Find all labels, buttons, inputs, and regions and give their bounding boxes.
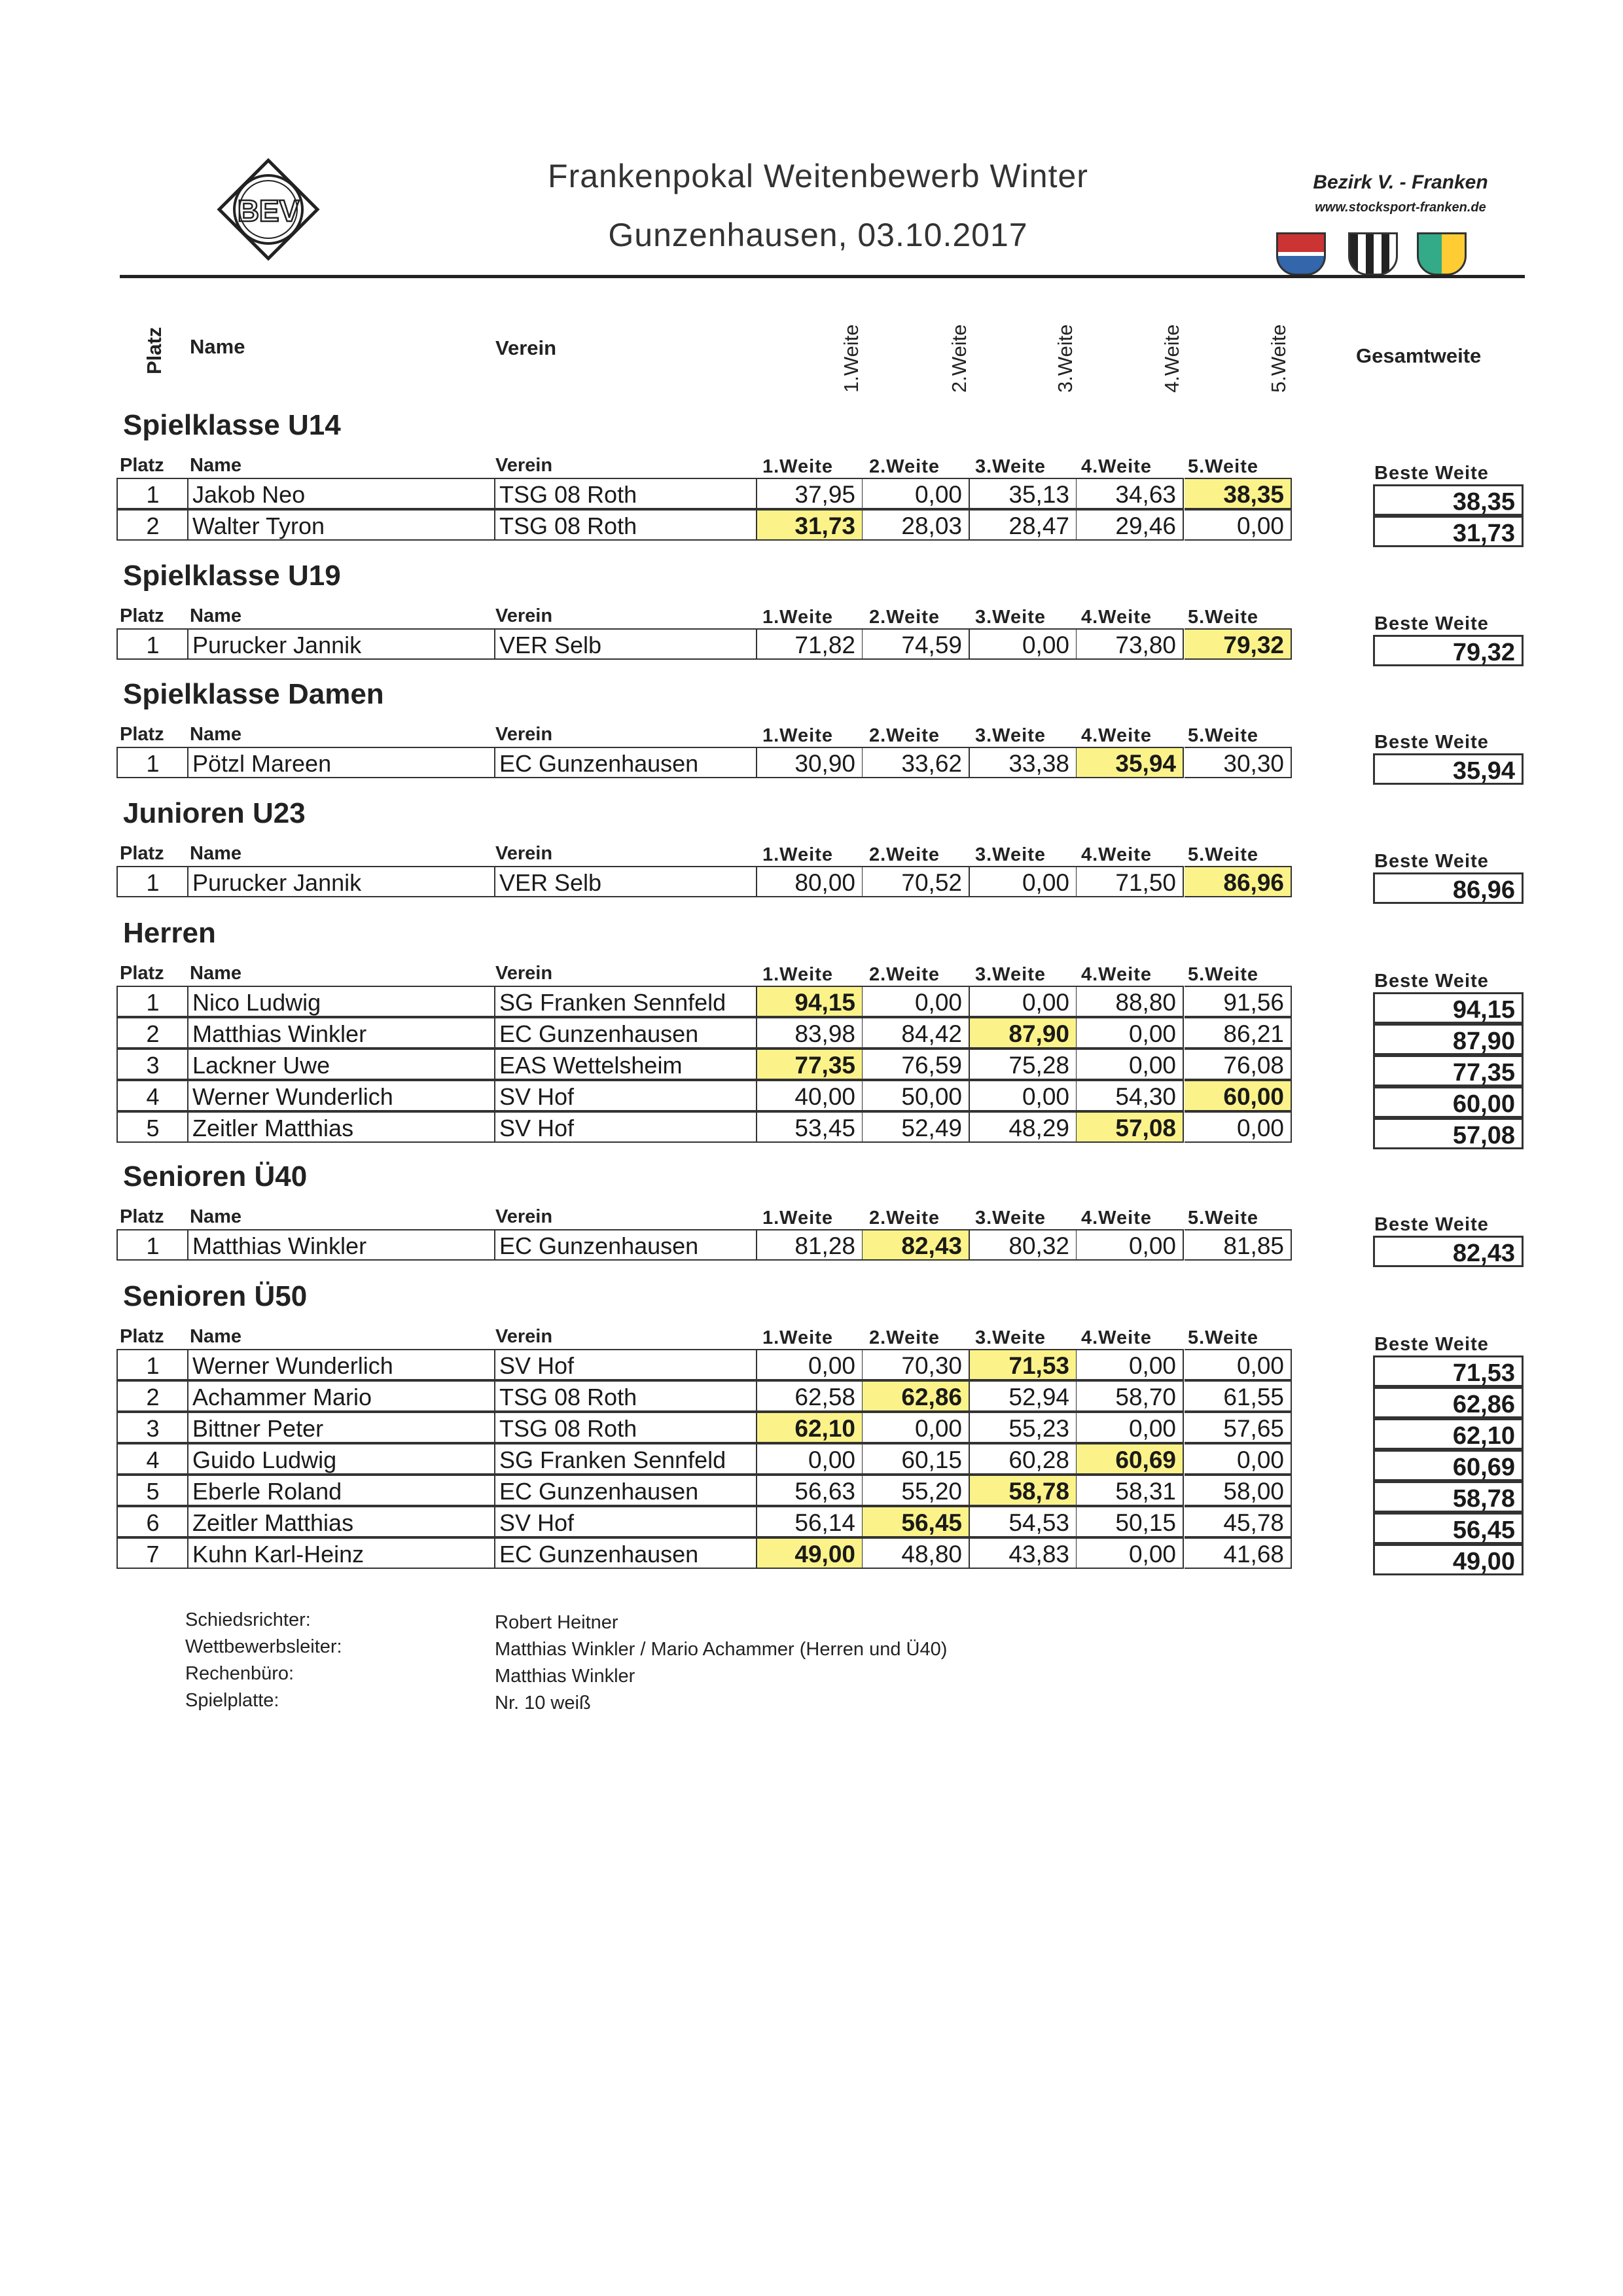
row-weite-2: 0,00 — [863, 1412, 970, 1443]
footer-value: Robert Heitner — [495, 1612, 618, 1633]
header-weite-3: 3.Weite — [975, 844, 1046, 865]
row-verein: TSG 08 Roth — [494, 1380, 762, 1412]
row-weite-1: 53,45 — [756, 1111, 863, 1143]
row-verein: SG Franken Sennfeld — [494, 1443, 762, 1475]
row-weite-3: 0,00 — [970, 628, 1077, 660]
row-platz: 6 — [116, 1506, 188, 1537]
row-weite-4: 34,63 — [1077, 478, 1184, 509]
row-verein: VER Selb — [494, 628, 762, 660]
row-name: Purucker Jannik — [187, 866, 495, 897]
page-subtitle: Gunzenhausen, 03.10.2017 — [608, 217, 1028, 253]
row-beste-weite: 35,94 — [1373, 753, 1524, 785]
row-weite-2: 52,49 — [863, 1111, 970, 1143]
header-verein: Verein — [495, 724, 553, 745]
section-title: Senioren Ü50 — [123, 1280, 308, 1312]
row-platz: 7 — [116, 1537, 188, 1569]
header-weite-4: 4.Weite — [1081, 456, 1152, 477]
row-weite-2: 74,59 — [863, 628, 970, 660]
row-platz: 5 — [116, 1111, 188, 1143]
row-platz: 3 — [116, 1412, 188, 1443]
row-name: Nico Ludwig — [187, 986, 495, 1017]
row-beste-weite: 31,73 — [1373, 516, 1524, 547]
row-weite-5: 60,00 — [1185, 1080, 1292, 1111]
row-weite-5: 41,68 — [1185, 1537, 1292, 1569]
row-weite-1: 31,73 — [756, 509, 863, 541]
logo-text: BEV — [237, 194, 300, 228]
row-name: Purucker Jannik — [187, 628, 495, 660]
row-weite-1: 94,15 — [756, 986, 863, 1017]
footer-value: Matthias Winkler — [495, 1666, 635, 1687]
row-weite-1: 83,98 — [756, 1017, 863, 1049]
header-beste-weite: Beste Weite — [1374, 613, 1489, 634]
row-weite-2: 28,03 — [863, 509, 970, 541]
row-name: Bittner Peter — [187, 1412, 495, 1443]
row-verein: EC Gunzenhausen — [494, 1229, 762, 1261]
row-weite-3: 28,47 — [970, 509, 1077, 541]
row-weite-4: 60,69 — [1077, 1443, 1184, 1475]
header-verein: Verein — [495, 455, 553, 476]
row-platz: 1 — [116, 866, 188, 897]
row-weite-4: 54,30 — [1077, 1080, 1184, 1111]
header-weite-2: 2.Weite — [869, 607, 940, 628]
header-divider — [120, 275, 1525, 278]
row-weite-3: 71,53 — [970, 1349, 1077, 1380]
row-weite-1: 37,95 — [756, 478, 863, 509]
header-name: Name — [190, 605, 241, 626]
row-weite-5: 81,85 — [1185, 1229, 1292, 1261]
row-weite-5: 91,56 — [1185, 986, 1292, 1017]
row-beste-weite: 87,90 — [1373, 1024, 1524, 1055]
bezirk-name: Bezirk V. - Franken — [1313, 171, 1488, 193]
header-name: Name — [190, 1326, 241, 1347]
bev-logo — [216, 157, 321, 262]
header-verein: Verein — [495, 1326, 553, 1347]
row-weite-1: 40,00 — [756, 1080, 863, 1111]
header-beste-weite: Beste Weite — [1374, 732, 1489, 753]
row-weite-2: 0,00 — [863, 986, 970, 1017]
header-weite-4: 4.Weite — [1081, 725, 1152, 746]
row-verein: TSG 08 Roth — [494, 1412, 762, 1443]
crest-icon — [1276, 232, 1326, 276]
row-name: Walter Tyron — [187, 509, 495, 541]
row-platz: 1 — [116, 1229, 188, 1261]
row-weite-4: 0,00 — [1077, 1017, 1184, 1049]
row-platz: 1 — [116, 478, 188, 509]
row-verein: TSG 08 Roth — [494, 478, 762, 509]
header-weite-1: 1.Weite — [762, 456, 834, 477]
row-weite-4: 0,00 — [1077, 1049, 1184, 1080]
row-weite-2: 76,59 — [863, 1049, 970, 1080]
row-weite-4: 0,00 — [1077, 1229, 1184, 1261]
row-verein: EC Gunzenhausen — [494, 1537, 762, 1569]
header-weite-5: 5.Weite — [1188, 844, 1259, 865]
footer-value: Matthias Winkler / Mario Achammer (Herren und Ü40) — [495, 1639, 948, 1660]
header-weite-3: 3.Weite — [975, 725, 1046, 746]
row-beste-weite: 79,32 — [1373, 635, 1524, 666]
header-name: Name — [190, 963, 241, 984]
row-weite-2: 33,62 — [863, 747, 970, 778]
header-weite-2: 2.Weite — [869, 964, 940, 985]
row-weite-5: 57,65 — [1185, 1412, 1292, 1443]
header-name: Name — [190, 724, 241, 745]
row-weite-4: 29,46 — [1077, 509, 1184, 541]
row-weite-5: 58,00 — [1185, 1475, 1292, 1506]
header-weite-4: 4.Weite — [1081, 1327, 1152, 1348]
header-platz: Platz — [120, 455, 164, 476]
row-beste-weite: 94,15 — [1373, 992, 1524, 1024]
row-weite-4: 58,70 — [1077, 1380, 1184, 1412]
row-weite-4: 0,00 — [1077, 1349, 1184, 1380]
row-verein: EC Gunzenhausen — [494, 1017, 762, 1049]
header-beste-weite: Beste Weite — [1374, 1334, 1489, 1355]
col-weite-2: 2.Weite — [948, 324, 971, 393]
row-weite-3: 58,78 — [970, 1475, 1077, 1506]
row-name: Guido Ludwig — [187, 1443, 495, 1475]
header-weite-4: 4.Weite — [1081, 607, 1152, 628]
row-weite-5: 79,32 — [1185, 628, 1292, 660]
row-platz: 4 — [116, 1080, 188, 1111]
row-verein: EC Gunzenhausen — [494, 747, 762, 778]
header-name: Name — [190, 843, 241, 864]
row-name: Lackner Uwe — [187, 1049, 495, 1080]
row-weite-2: 82,43 — [863, 1229, 970, 1261]
col-weite-3: 3.Weite — [1054, 324, 1077, 393]
row-weite-4: 35,94 — [1077, 747, 1184, 778]
row-weite-3: 33,38 — [970, 747, 1077, 778]
header-weite-4: 4.Weite — [1081, 1208, 1152, 1229]
header-weite-5: 5.Weite — [1188, 456, 1259, 477]
header-weite-5: 5.Weite — [1188, 607, 1259, 628]
row-weite-2: 60,15 — [863, 1443, 970, 1475]
row-name: Jakob Neo — [187, 478, 495, 509]
row-beste-weite: 60,00 — [1373, 1086, 1524, 1118]
col-platz: Platz — [143, 327, 166, 374]
section-title: Spielklasse U14 — [123, 409, 341, 441]
col-weite-1: 1.Weite — [840, 324, 863, 393]
row-weite-3: 87,90 — [970, 1017, 1077, 1049]
footer-label: Schiedsrichter: — [185, 1609, 311, 1630]
crest-icon — [1417, 232, 1467, 276]
row-weite-2: 50,00 — [863, 1080, 970, 1111]
row-beste-weite: 77,35 — [1373, 1055, 1524, 1086]
row-name: Eberle Roland — [187, 1475, 495, 1506]
row-weite-2: 0,00 — [863, 478, 970, 509]
row-weite-1: 77,35 — [756, 1049, 863, 1080]
header-platz: Platz — [120, 1206, 164, 1227]
footer-label: Rechenbüro: — [185, 1663, 294, 1684]
crest-icon — [1348, 232, 1398, 276]
row-name: Pötzl Mareen — [187, 747, 495, 778]
row-beste-weite: 71,53 — [1373, 1355, 1524, 1387]
row-weite-5: 38,35 — [1185, 478, 1292, 509]
col-verein: Verein — [495, 336, 557, 359]
header-beste-weite: Beste Weite — [1374, 851, 1489, 872]
row-weite-5: 0,00 — [1185, 509, 1292, 541]
header-weite-3: 3.Weite — [975, 607, 1046, 628]
header-weite-5: 5.Weite — [1188, 725, 1259, 746]
row-weite-2: 55,20 — [863, 1475, 970, 1506]
row-name: Matthias Winkler — [187, 1229, 495, 1261]
header-weite-2: 2.Weite — [869, 725, 940, 746]
header-weite-1: 1.Weite — [762, 964, 834, 985]
footer-label: Spielplatte: — [185, 1690, 279, 1711]
row-name: Werner Wunderlich — [187, 1080, 495, 1111]
row-weite-2: 62,86 — [863, 1380, 970, 1412]
row-weite-1: 81,28 — [756, 1229, 863, 1261]
row-name: Werner Wunderlich — [187, 1349, 495, 1380]
header-weite-4: 4.Weite — [1081, 844, 1152, 865]
header-weite-2: 2.Weite — [869, 1327, 940, 1348]
row-beste-weite: 62,10 — [1373, 1418, 1524, 1450]
row-verein: TSG 08 Roth — [494, 509, 762, 541]
header-verein: Verein — [495, 843, 553, 864]
row-weite-3: 60,28 — [970, 1443, 1077, 1475]
header-weite-2: 2.Weite — [869, 1208, 940, 1229]
row-weite-1: 56,63 — [756, 1475, 863, 1506]
header-name: Name — [190, 455, 241, 476]
row-platz: 1 — [116, 747, 188, 778]
header-weite-4: 4.Weite — [1081, 964, 1152, 985]
col-weite-4: 4.Weite — [1160, 324, 1183, 393]
header-weite-1: 1.Weite — [762, 1327, 834, 1348]
header-weite-1: 1.Weite — [762, 844, 834, 865]
row-weite-1: 62,10 — [756, 1412, 863, 1443]
header-name: Name — [190, 1206, 241, 1227]
row-verein: VER Selb — [494, 866, 762, 897]
row-platz: 1 — [116, 628, 188, 660]
row-beste-weite: 57,08 — [1373, 1118, 1524, 1149]
row-weite-4: 58,31 — [1077, 1475, 1184, 1506]
header-verein: Verein — [495, 963, 553, 984]
row-beste-weite: 62,86 — [1373, 1387, 1524, 1418]
row-weite-4: 88,80 — [1077, 986, 1184, 1017]
row-weite-5: 86,96 — [1185, 866, 1292, 897]
header-platz: Platz — [120, 1326, 164, 1347]
row-weite-5: 30,30 — [1185, 747, 1292, 778]
row-name: Kuhn Karl-Heinz — [187, 1537, 495, 1569]
page-title: Frankenpokal Weitenbewerb Winter — [548, 158, 1088, 194]
header-platz: Platz — [120, 843, 164, 864]
footer-value: Nr. 10 weiß — [495, 1693, 591, 1713]
row-weite-3: 80,32 — [970, 1229, 1077, 1261]
row-platz: 1 — [116, 1349, 188, 1380]
row-platz: 1 — [116, 986, 188, 1017]
section-title: Spielklasse U19 — [123, 560, 341, 592]
header-weite-5: 5.Weite — [1188, 1208, 1259, 1229]
header-weite-1: 1.Weite — [762, 607, 834, 628]
row-platz: 5 — [116, 1475, 188, 1506]
row-weite-1: 62,58 — [756, 1380, 863, 1412]
row-weite-3: 0,00 — [970, 986, 1077, 1017]
row-platz: 2 — [116, 1380, 188, 1412]
row-platz: 4 — [116, 1443, 188, 1475]
header-weite-2: 2.Weite — [869, 456, 940, 477]
row-weite-2: 70,52 — [863, 866, 970, 897]
row-weite-5: 86,21 — [1185, 1017, 1292, 1049]
section-title: Spielklasse Damen — [123, 678, 384, 710]
section-title: Herren — [123, 917, 216, 949]
row-weite-2: 84,42 — [863, 1017, 970, 1049]
row-weite-4: 71,50 — [1077, 866, 1184, 897]
header-weite-5: 5.Weite — [1188, 1327, 1259, 1348]
row-weite-5: 61,55 — [1185, 1380, 1292, 1412]
row-weite-4: 50,15 — [1077, 1506, 1184, 1537]
row-platz: 2 — [116, 1017, 188, 1049]
row-verein: SV Hof — [494, 1506, 762, 1537]
bezirk-url: www.stocksport-franken.de — [1315, 200, 1486, 215]
row-beste-weite: 38,35 — [1373, 484, 1524, 516]
row-weite-5: 76,08 — [1185, 1049, 1292, 1080]
row-weite-5: 45,78 — [1185, 1506, 1292, 1537]
row-name: Matthias Winkler — [187, 1017, 495, 1049]
row-weite-1: 0,00 — [756, 1349, 863, 1380]
header-weite-5: 5.Weite — [1188, 964, 1259, 985]
header-beste-weite: Beste Weite — [1374, 971, 1489, 992]
row-weite-5: 0,00 — [1185, 1111, 1292, 1143]
header-beste-weite: Beste Weite — [1374, 1214, 1489, 1235]
row-weite-3: 48,29 — [970, 1111, 1077, 1143]
row-weite-1: 80,00 — [756, 866, 863, 897]
row-weite-2: 48,80 — [863, 1537, 970, 1569]
header-beste-weite: Beste Weite — [1374, 463, 1489, 484]
col-weite-5: 5.Weite — [1267, 324, 1290, 393]
row-beste-weite: 58,78 — [1373, 1481, 1524, 1513]
row-weite-3: 0,00 — [970, 866, 1077, 897]
row-weite-4: 73,80 — [1077, 628, 1184, 660]
row-weite-4: 0,00 — [1077, 1537, 1184, 1569]
row-verein: SV Hof — [494, 1080, 762, 1111]
row-weite-1: 30,90 — [756, 747, 863, 778]
row-verein: SG Franken Sennfeld — [494, 986, 762, 1017]
header-weite-1: 1.Weite — [762, 725, 834, 746]
row-verein: SV Hof — [494, 1349, 762, 1380]
row-weite-4: 0,00 — [1077, 1412, 1184, 1443]
row-weite-1: 49,00 — [756, 1537, 863, 1569]
row-weite-5: 0,00 — [1185, 1443, 1292, 1475]
header-verein: Verein — [495, 605, 553, 626]
header-platz: Platz — [120, 605, 164, 626]
row-weite-1: 0,00 — [756, 1443, 863, 1475]
row-name: Achammer Mario — [187, 1380, 495, 1412]
row-verein: EC Gunzenhausen — [494, 1475, 762, 1506]
row-weite-3: 55,23 — [970, 1412, 1077, 1443]
header-platz: Platz — [120, 963, 164, 984]
row-weite-3: 52,94 — [970, 1380, 1077, 1412]
header-verein: Verein — [495, 1206, 553, 1227]
section-title: Junioren U23 — [123, 797, 306, 829]
row-weite-3: 0,00 — [970, 1080, 1077, 1111]
row-platz: 3 — [116, 1049, 188, 1080]
header-weite-3: 3.Weite — [975, 1208, 1046, 1229]
row-weite-3: 54,53 — [970, 1506, 1077, 1537]
row-name: Zeitler Matthias — [187, 1111, 495, 1143]
row-weite-3: 43,83 — [970, 1537, 1077, 1569]
col-name: Name — [190, 335, 245, 358]
row-beste-weite: 60,69 — [1373, 1450, 1524, 1481]
row-beste-weite: 49,00 — [1373, 1544, 1524, 1575]
header-weite-2: 2.Weite — [869, 844, 940, 865]
header-weite-3: 3.Weite — [975, 964, 1046, 985]
row-beste-weite: 56,45 — [1373, 1513, 1524, 1544]
row-weite-1: 71,82 — [756, 628, 863, 660]
row-weite-3: 75,28 — [970, 1049, 1077, 1080]
header-weite-3: 3.Weite — [975, 1327, 1046, 1348]
header-weite-1: 1.Weite — [762, 1208, 834, 1229]
row-verein: EAS Wettelsheim — [494, 1049, 762, 1080]
header-weite-3: 3.Weite — [975, 456, 1046, 477]
section-title: Senioren Ü40 — [123, 1160, 308, 1193]
footer-label: Wettbewerbsleiter: — [185, 1636, 342, 1657]
row-weite-4: 57,08 — [1077, 1111, 1184, 1143]
row-weite-3: 35,13 — [970, 478, 1077, 509]
row-beste-weite: 82,43 — [1373, 1236, 1524, 1267]
row-platz: 2 — [116, 509, 188, 541]
header-platz: Platz — [120, 724, 164, 745]
row-verein: SV Hof — [494, 1111, 762, 1143]
col-gesamtweite: Gesamtweite — [1356, 344, 1482, 367]
row-weite-2: 56,45 — [863, 1506, 970, 1537]
row-weite-2: 70,30 — [863, 1349, 970, 1380]
row-beste-weite: 86,96 — [1373, 872, 1524, 904]
row-weite-5: 0,00 — [1185, 1349, 1292, 1380]
row-name: Zeitler Matthias — [187, 1506, 495, 1537]
row-weite-1: 56,14 — [756, 1506, 863, 1537]
